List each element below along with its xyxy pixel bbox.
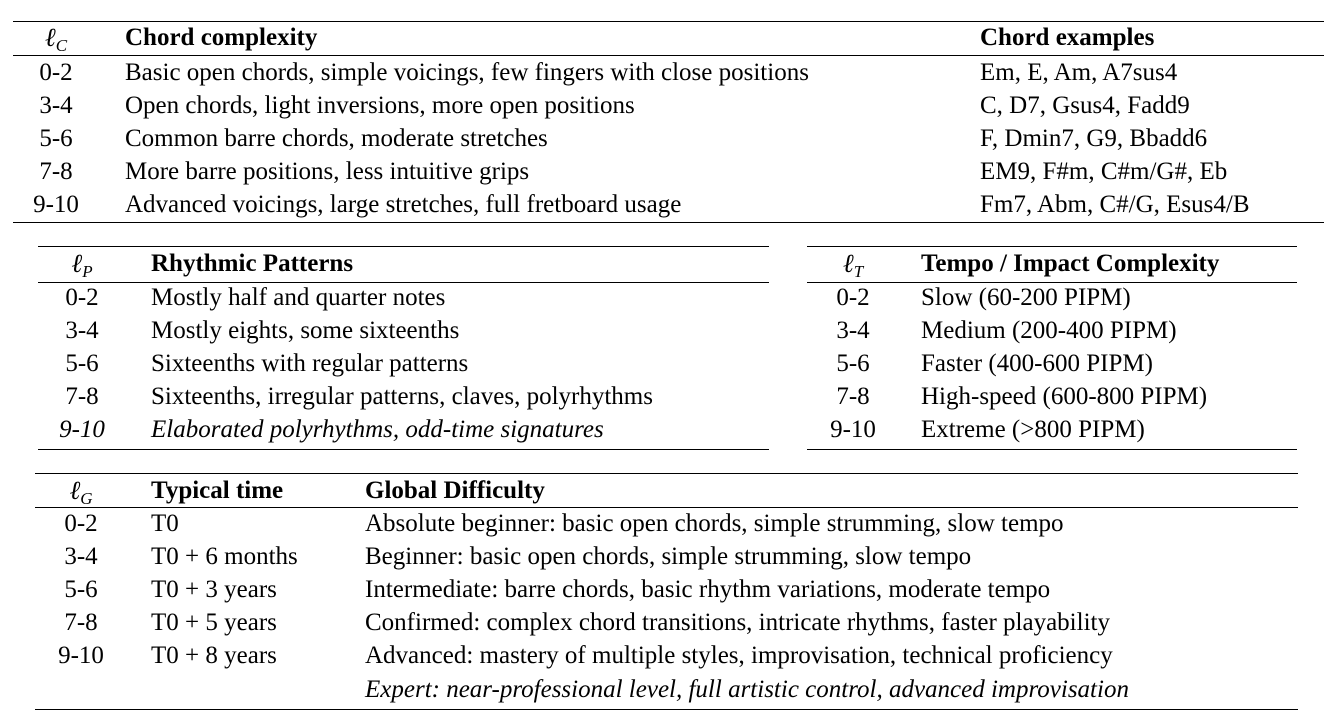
- row-level: 5-6: [64, 576, 98, 603]
- row-description: Advanced: mastery of multiple styles, improvisation, technical proficiency: [365, 642, 1113, 669]
- row-level: 9-10: [59, 416, 105, 443]
- row-description: More barre positions, less intuitive grips: [125, 158, 530, 185]
- row-examples: Em, E, Am, A7sus4: [980, 59, 1178, 86]
- row-description: Intermediate: barre chords, basic rhythm variations, moderate tempo: [365, 576, 1051, 603]
- row-level: 5-6: [39, 125, 73, 152]
- row-description: Extreme (>800 PIPM): [921, 416, 1145, 443]
- row-description: Beginner: basic open chords, simple strumming, slow tempo: [365, 543, 972, 570]
- row-description: Sixteenths with regular patterns: [151, 350, 469, 377]
- header-global-difficulty: Global Difficulty: [365, 477, 545, 504]
- row-description: Common barre chords, moderate stretches: [125, 125, 548, 152]
- row-level: 3-4: [64, 543, 98, 570]
- header-chord-examples: Chord examples: [980, 24, 1155, 51]
- row-level: 9-10: [830, 416, 876, 443]
- row-level: 7-8: [836, 383, 870, 410]
- row-description: Basic open chords, simple voicings, few fingers with close positions: [125, 59, 809, 86]
- header-tempo-impact: Tempo / Impact Complexity: [921, 250, 1220, 277]
- row-examples: C, D7, Gsus4, Fadd9: [980, 92, 1190, 119]
- header-level-symbol: ℓ$_P$: [71, 249, 93, 281]
- row-description: Medium (200-400 PIPM): [921, 317, 1177, 344]
- top-rule: [38, 246, 769, 247]
- row-description: Faster (400-600 PIPM): [921, 350, 1153, 377]
- row-level: 0-2: [64, 510, 98, 537]
- row-time: T0 + 6 months: [151, 543, 298, 570]
- row-level: 5-6: [65, 350, 99, 377]
- header-level-symbol: ℓ$_T$: [842, 249, 864, 281]
- row-level: 3-4: [39, 92, 73, 119]
- row-description: Elaborated polyrhythms, odd-time signatures: [151, 416, 604, 443]
- tempo-complexity-table: [807, 246, 1297, 451]
- header-typical-time: Typical time: [151, 477, 284, 504]
- bottom-rule: [35, 709, 1298, 710]
- bottom-rule: [807, 449, 1297, 450]
- row-description: Absolute beginner: basic open chords, simple strumming, slow tempo: [365, 510, 1064, 537]
- row-description: Expert: near-professional level, full artistic control, advanced improvisation: [365, 676, 1129, 703]
- row-description: Slow (60-200 PIPM): [921, 284, 1131, 311]
- row-examples: Fm7, Abm, C#/G, Esus4/B: [980, 191, 1250, 218]
- chord-complexity-table: [13, 21, 1324, 223]
- row-time: T0 + 8 years: [151, 642, 277, 669]
- row-level: 0-2: [39, 59, 73, 86]
- row-description: Mostly eights, some sixteenths: [151, 317, 460, 344]
- row-level: 9-10: [58, 642, 104, 669]
- header-level-symbol: ℓ$_G$: [69, 476, 93, 508]
- rhythmic-patterns-table: [38, 246, 769, 451]
- header-chord-complexity: Chord complexity: [125, 24, 318, 51]
- row-time: T0 + 5 years: [151, 609, 277, 636]
- row-description: Mostly half and quarter notes: [151, 284, 446, 311]
- row-level: 0-2: [836, 284, 870, 311]
- row-examples: F, Dmin7, G9, Bbadd6: [980, 125, 1208, 152]
- row-level: 7-8: [39, 158, 73, 185]
- bottom-rule: [38, 449, 769, 450]
- row-description: Sixteenths, irregular patterns, claves, polyrhythms: [151, 383, 653, 410]
- row-level: 7-8: [65, 383, 99, 410]
- row-description: Confirmed: complex chord transitions, intricate rhythms, faster playability: [365, 609, 1110, 636]
- row-time: T0 + 3 years: [151, 576, 277, 603]
- row-level: 3-4: [836, 317, 870, 344]
- row-description: Open chords, light inversions, more open positions: [125, 92, 635, 119]
- row-time: T0: [151, 510, 179, 537]
- row-level: 0-2: [65, 284, 99, 311]
- bottom-rule: [13, 222, 1324, 223]
- row-description: High-speed (600-800 PIPM): [921, 383, 1208, 410]
- global-difficulty-table: [35, 473, 1298, 713]
- row-level: 9-10: [33, 191, 79, 218]
- header-rhythmic-patterns: Rhythmic Patterns: [151, 250, 354, 277]
- header-level-symbol: ℓ$_C$: [44, 23, 68, 55]
- row-level: 7-8: [64, 609, 98, 636]
- row-examples: EM9, F#m, C#m/G#, Eb: [980, 158, 1228, 185]
- row-description: Advanced voicings, large stretches, full fretboard usage: [125, 191, 682, 218]
- row-level: 3-4: [65, 317, 99, 344]
- row-level: 5-6: [836, 350, 870, 377]
